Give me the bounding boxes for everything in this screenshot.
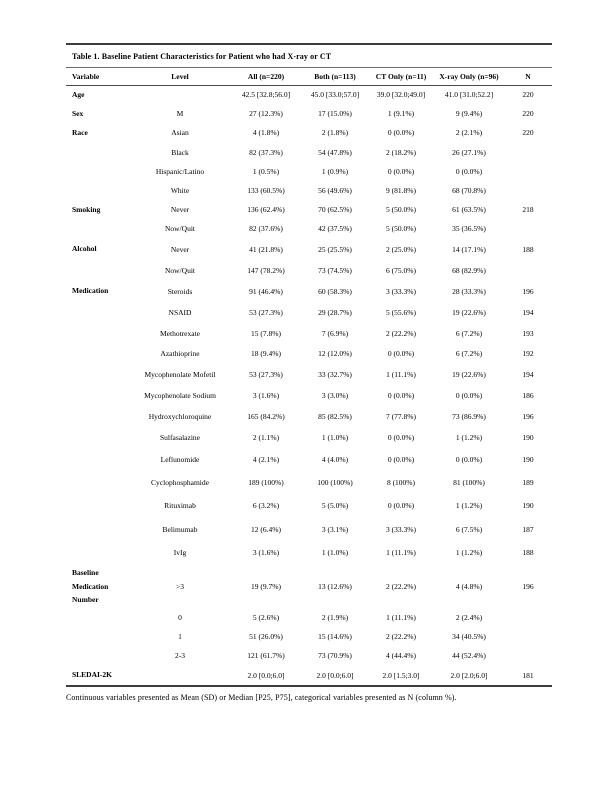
cell-ct-only: 2 (22.2%) [386, 328, 416, 338]
cell-all: 3 (1.6%) [252, 390, 280, 400]
cell-xray-only: 6 (7.2%) [455, 349, 483, 359]
cell-ct-only: 6 (75.0%) [386, 265, 416, 275]
cell-both: 4 (4.0%) [321, 454, 349, 464]
cell-level: Mycophenolate Mofetil [144, 370, 216, 380]
cell-variable: Alcohol [72, 244, 97, 254]
cell-n [504, 646, 552, 665]
cell-both: 15 (14.6%) [318, 632, 352, 642]
cell-level: Cyclophosphamide [151, 478, 209, 488]
cell-both: 45.0 [33.0;57.0] [310, 90, 360, 100]
table1-block [66, 43, 552, 702]
cell-level: 2-3 [175, 651, 185, 661]
column-header-variable: Variable [66, 68, 130, 86]
cell-both: 7 (6.9%) [321, 328, 349, 338]
cell-all: 4 (1.8%) [252, 128, 280, 138]
cell-ct-only: 2 (22.2%) [386, 632, 416, 642]
table-row [66, 302, 552, 323]
table-row [66, 143, 552, 162]
cell-n: 187 [522, 524, 534, 534]
column-header-ct-only: CT Only (n=11) [368, 68, 434, 86]
table-row [66, 385, 552, 406]
cell-variable: Smoking [72, 204, 101, 214]
cell-level: Methotrexate [160, 328, 200, 338]
cell-level: NSAID [168, 307, 192, 317]
cell-n [504, 143, 552, 162]
cell-n: 193 [522, 328, 534, 338]
cell-variable [66, 323, 130, 344]
cell-all: 18 (9.4%) [251, 349, 281, 359]
column-header-all: All (n=220) [230, 68, 302, 86]
cell-ct-only: 1 (11.1%) [386, 613, 416, 623]
cell-variable [66, 494, 130, 517]
cell-level: White [170, 186, 190, 196]
cell-level: 0 [178, 613, 182, 623]
cell-level: Now/Quit [165, 224, 195, 234]
cell-level: IvIg [173, 548, 187, 558]
cell-variable: Sex [72, 109, 84, 119]
cell-level: Black [171, 147, 189, 157]
cell-ct-only: 0 (0.0%) [387, 501, 415, 511]
cell-level: 1 [178, 632, 182, 642]
column-header-n: N [504, 68, 552, 86]
cell-variable [66, 162, 130, 181]
table-row [66, 627, 552, 646]
cell-all: 1 (0.5%) [252, 166, 280, 176]
cell-ct-only: 3 (33.3%) [386, 524, 416, 534]
cell-all: 5 (2.6%) [252, 613, 280, 623]
cell-variable [66, 260, 130, 281]
cell-level: Steroids [167, 286, 193, 296]
cell-xray-only: 14 (17.1%) [452, 244, 486, 254]
table-row [66, 665, 552, 685]
cell-level: Mycophenolate Sodium [144, 390, 216, 400]
cell-ct-only: 0 (0.0%) [387, 166, 415, 176]
table-row [66, 200, 552, 219]
cell-n: 190 [522, 454, 534, 464]
cell-ct-only: 0 (0.0%) [387, 349, 415, 359]
table-title: Table 1. Baseline Patient Characteristics for Patient who had X-ray or CT [66, 43, 552, 68]
cell-both: 2 (1.8%) [321, 128, 349, 138]
table-row [66, 104, 552, 123]
cell-both: 1 (0.9%) [321, 166, 349, 176]
table-row [66, 260, 552, 281]
cell-all: 136 (62.4%) [247, 205, 285, 215]
cell-ct-only: 0 (0.0%) [387, 390, 415, 400]
cell-xray-only: 1 (1.2%) [455, 432, 483, 442]
cell-all: 42.5 [32.8;56.0] [241, 90, 291, 100]
cell-xray-only: 6 (7.2%) [455, 328, 483, 338]
cell-all: 2.0 [0.0;6.0] [247, 670, 285, 680]
table-row [66, 494, 552, 517]
cell-variable [66, 646, 130, 665]
table-footnote: Continuous variables presented as Mean (SD) or Median [P25, P75], categorical variables presented as N (column %). [66, 692, 457, 702]
cell-variable [66, 302, 130, 323]
cell-xray-only: 2.0 [2.0;6.0] [450, 670, 488, 680]
table-row [66, 162, 552, 181]
cell-n: 190 [522, 432, 534, 442]
cell-variable: SLEDAI-2K [72, 670, 113, 680]
cell-n: 181 [522, 670, 534, 680]
column-header-level: Level [130, 68, 230, 86]
cell-n: 218 [522, 205, 534, 215]
cell-all: 19 (9.7%) [251, 581, 281, 591]
baseline-characteristics-table [66, 68, 552, 687]
cell-variable [66, 181, 130, 200]
cell-n: 220 [522, 90, 534, 100]
table-row [66, 85, 552, 104]
cell-level: Sulfasalazine [160, 432, 200, 442]
table-row [66, 123, 552, 142]
table-body [66, 85, 552, 686]
cell-n: 190 [522, 501, 534, 511]
cell-all: 51 (26.0%) [249, 632, 283, 642]
cell-ct-only: 39.0 [32.0;49.0] [376, 90, 426, 100]
cell-xray-only: 26 (27.1%) [452, 147, 486, 157]
cell-xray-only: 0 (0.0%) [455, 454, 483, 464]
cell-both: 17 (15.0%) [318, 109, 352, 119]
cell-ct-only: 2 (25.0%) [386, 244, 416, 254]
cell-both: 100 (100%) [317, 478, 353, 488]
cell-level [130, 665, 230, 685]
cell-variable [66, 364, 130, 385]
cell-variable [66, 427, 130, 448]
cell-all: 53 (27.3%) [249, 307, 283, 317]
column-header-both: Both (n=113) [302, 68, 368, 86]
cell-n [504, 260, 552, 281]
cell-all: 91 (46.4%) [249, 286, 283, 296]
table-row [66, 181, 552, 200]
cell-all: 165 (84.2%) [247, 411, 285, 421]
cell-n: 186 [522, 390, 534, 400]
cell-both: 33 (32.7%) [318, 370, 352, 380]
cell-xray-only: 35 (36.5%) [452, 224, 486, 234]
cell-n: 196 [522, 411, 534, 421]
cell-n [504, 608, 552, 627]
cell-ct-only: 0 (0.0%) [387, 128, 415, 138]
cell-n: 189 [522, 478, 534, 488]
cell-variable [66, 447, 130, 470]
cell-variable: Baseline Medication Number [72, 568, 109, 605]
cell-xray-only: 9 (9.4%) [455, 109, 483, 119]
cell-both: 85 (82.5%) [318, 411, 352, 421]
cell-variable [66, 518, 130, 541]
cell-variable [66, 608, 130, 627]
cell-all: 121 (61.7%) [247, 651, 285, 661]
cell-xray-only: 6 (7.5%) [455, 524, 483, 534]
table-row [66, 344, 552, 365]
cell-xray-only: 2 (2.1%) [455, 128, 483, 138]
cell-both: 56 (49.6%) [318, 186, 352, 196]
cell-both: 29 (28.7%) [318, 307, 352, 317]
cell-both: 60 (58.3%) [318, 286, 352, 296]
cell-all: 147 (78.2%) [247, 265, 285, 275]
cell-n: 188 [522, 548, 534, 558]
cell-both: 1 (1.0%) [321, 548, 349, 558]
cell-all: 12 (6.4%) [251, 524, 281, 534]
cell-ct-only: 0 (0.0%) [387, 432, 415, 442]
cell-xray-only: 1 (1.2%) [455, 501, 483, 511]
cell-n: 194 [522, 307, 534, 317]
cell-ct-only: 3 (33.3%) [386, 286, 416, 296]
table-row [66, 219, 552, 238]
cell-xray-only: 34 (40.5%) [452, 632, 486, 642]
cell-xray-only: 44 (52.4%) [452, 651, 486, 661]
cell-n: 192 [522, 349, 534, 359]
table-row [66, 646, 552, 665]
cell-level: M [176, 109, 184, 119]
cell-xray-only: 41.0 [31.0;52.2] [444, 90, 494, 100]
header-row [66, 68, 552, 86]
cell-ct-only: 5 (55.6%) [386, 307, 416, 317]
cell-level: Azathioprine [160, 349, 200, 359]
cell-level: Asian [171, 128, 189, 138]
cell-both: 3 (3.0%) [321, 390, 349, 400]
cell-variable [66, 219, 130, 238]
cell-both: 54 (47.8%) [318, 147, 352, 157]
cell-xray-only: 0 (0.0%) [455, 166, 483, 176]
cell-all: 2 (1.1%) [252, 432, 280, 442]
cell-level: >3 [176, 581, 184, 591]
cell-n [504, 627, 552, 646]
table-row [66, 427, 552, 448]
cell-both: 13 (12.6%) [318, 581, 352, 591]
table-row [66, 364, 552, 385]
table-row [66, 239, 552, 260]
cell-xray-only: 68 (82.9%) [452, 265, 486, 275]
cell-xray-only: 28 (33.3%) [452, 286, 486, 296]
cell-n: 196 [522, 581, 534, 591]
cell-all: 133 (60.5%) [247, 186, 285, 196]
cell-xray-only: 1 (1.2%) [455, 548, 483, 558]
cell-level: Hispanic/Latino [155, 166, 205, 176]
cell-both: 1 (1.0%) [321, 432, 349, 442]
cell-variable: Medication [72, 286, 109, 296]
cell-all: 6 (3.2%) [252, 501, 280, 511]
cell-ct-only: 9 (81.8%) [386, 186, 416, 196]
cell-both: 3 (3.1%) [321, 524, 349, 534]
cell-level: Belimumab [162, 524, 198, 534]
cell-level: Never [170, 205, 190, 215]
cell-both: 2 (1.9%) [321, 613, 349, 623]
cell-level: Hydroxychloroquine [148, 411, 212, 421]
cell-all: 3 (1.6%) [252, 548, 280, 558]
table-row [66, 471, 552, 494]
cell-variable [66, 344, 130, 365]
cell-xray-only: 4 (4.8%) [455, 581, 483, 591]
table-row [66, 281, 552, 302]
cell-n [504, 219, 552, 238]
cell-n: 220 [522, 128, 534, 138]
cell-n [504, 181, 552, 200]
cell-variable: Race [72, 128, 88, 138]
cell-n: 188 [522, 244, 534, 254]
table-row [66, 608, 552, 627]
cell-xray-only: 0 (0.0%) [455, 390, 483, 400]
table-row [66, 323, 552, 344]
cell-variable [66, 627, 130, 646]
cell-ct-only: 4 (44.4%) [386, 651, 416, 661]
cell-ct-only: 2 (22.2%) [386, 581, 416, 591]
cell-n: 194 [522, 370, 534, 380]
table-header [66, 68, 552, 86]
cell-variable [66, 385, 130, 406]
cell-xray-only: 68 (70.8%) [452, 186, 486, 196]
cell-n: 220 [522, 109, 534, 119]
cell-ct-only: 2 (18.2%) [386, 147, 416, 157]
cell-n: 196 [522, 286, 534, 296]
cell-xray-only: 81 (100%) [453, 478, 485, 488]
cell-ct-only: 5 (50.0%) [386, 205, 416, 215]
cell-xray-only: 19 (22.6%) [452, 370, 486, 380]
cell-variable: Age [72, 90, 85, 100]
cell-xray-only: 73 (86.9%) [452, 411, 486, 421]
cell-ct-only: 8 (100%) [386, 478, 416, 488]
cell-ct-only: 1 (9.1%) [387, 109, 415, 119]
cell-variable [66, 406, 130, 427]
cell-all: 53 (27.3%) [249, 370, 283, 380]
cell-variable [66, 143, 130, 162]
cell-level: Now/Quit [165, 265, 195, 275]
cell-both: 73 (74.5%) [318, 265, 352, 275]
cell-level: Leflunomide [160, 454, 200, 464]
cell-ct-only: 0 (0.0%) [387, 454, 415, 464]
cell-level [130, 85, 230, 104]
cell-all: 82 (37.6%) [249, 224, 283, 234]
cell-both: 5 (5.0%) [321, 501, 349, 511]
cell-all: 4 (2.1%) [252, 454, 280, 464]
table-row [66, 518, 552, 541]
table-row [66, 406, 552, 427]
cell-variable [66, 541, 130, 564]
cell-all: 15 (7.8%) [251, 328, 281, 338]
cell-all: 189 (100%) [248, 478, 284, 488]
cell-ct-only: 1 (11.1%) [386, 548, 416, 558]
cell-both: 2.0 [0.0;6.0] [316, 670, 354, 680]
cell-both: 73 (70.9%) [318, 651, 352, 661]
cell-xray-only: 2 (2.4%) [455, 613, 483, 623]
table-row [66, 447, 552, 470]
cell-both: 42 (37.5%) [318, 224, 352, 234]
cell-both: 12 (12.0%) [318, 349, 352, 359]
cell-ct-only: 5 (50.0%) [386, 224, 416, 234]
cell-level: Rituximab [164, 501, 196, 511]
cell-all: 82 (37.3%) [249, 147, 283, 157]
cell-both: 25 (25.5%) [318, 244, 352, 254]
cell-level: Never [170, 244, 190, 254]
cell-xray-only: 61 (63.5%) [452, 205, 486, 215]
cell-ct-only: 1 (11.1%) [386, 370, 416, 380]
cell-ct-only: 2.0 [1.5;3.0] [382, 670, 420, 680]
table-row [66, 541, 552, 564]
cell-ct-only: 7 (77.8%) [386, 411, 416, 421]
cell-all: 41 (21.8%) [249, 244, 283, 254]
cell-variable [66, 471, 130, 494]
cell-xray-only: 19 (22.6%) [452, 307, 486, 317]
cell-all: 27 (12.3%) [249, 109, 283, 119]
table-row [66, 564, 552, 608]
column-header-xray-only: X-ray Only (n=96) [434, 68, 504, 86]
cell-n [504, 162, 552, 181]
cell-both: 70 (62.5%) [318, 205, 352, 215]
